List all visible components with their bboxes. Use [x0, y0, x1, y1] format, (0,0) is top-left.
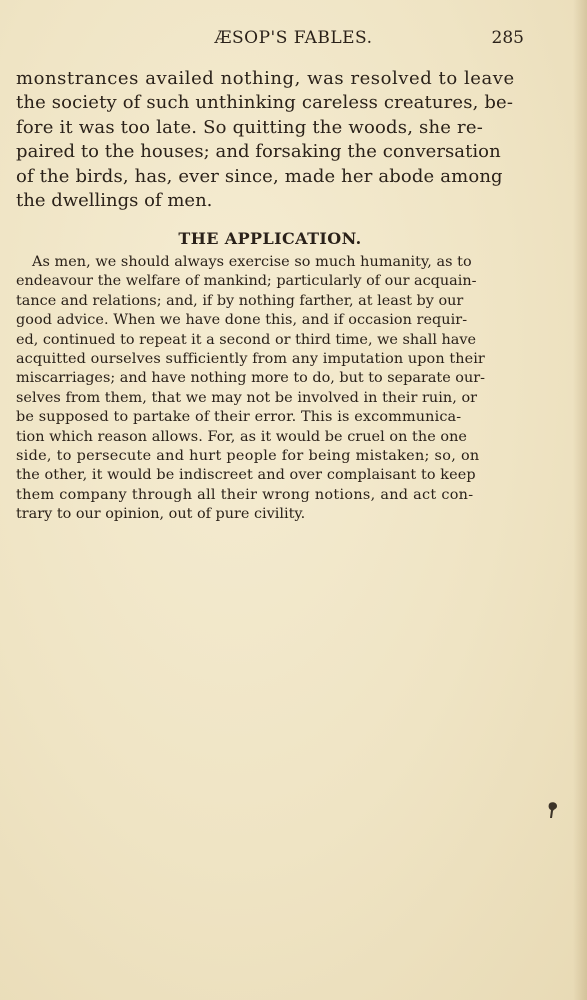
text-line: the other, it would be indiscreet and over complaisant to keep	[16, 467, 476, 484]
text-line: ed, continued to repeat it a second or third time, we shall have	[16, 331, 477, 348]
text-line: good advice. When we have done this, and if occasion requir-	[16, 312, 468, 329]
ink-blot	[546, 800, 560, 820]
application-paragraph	[16, 253, 523, 525]
text-line: monstrances availed nothing, was resolved to leave	[16, 68, 515, 89]
text-line: selves from them, that we may not be involved in their ruin, or	[16, 389, 478, 406]
text-line: As men, we should always exercise so much humanity, as to	[32, 254, 472, 270]
text-line: miscarriages; and have nothing more to do, but to separate our-	[16, 370, 485, 387]
text-line: tance and relations; and, if by nothing farther, at least by our	[16, 292, 464, 309]
section-heading: THE APPLICATION.	[178, 229, 362, 248]
text-line: side, to persecute and hurt people for being mistaken; so, on	[16, 448, 480, 465]
running-title: ÆSOP'S FABLES.	[214, 28, 373, 48]
text-line: the dwellings of men.	[16, 190, 213, 212]
text-line: them company through all their wrong notions, and act con-	[16, 486, 474, 503]
text-line: tion which reason allows. For, as it would be cruel on the one	[16, 428, 467, 445]
text-line: trary to our opinion, out of pure civility.	[16, 506, 306, 523]
text-line: acquitted ourselves sufficiently from any imputation upon their	[16, 351, 485, 368]
page-edge-shadow	[573, 0, 587, 1000]
text-line: endeavour the welfare of mankind; particularly of our acquain-	[16, 273, 477, 290]
text-line: fore it was too late. So quitting the woods, she re-	[16, 116, 483, 138]
text-line: be supposed to partake of their error. This is excommunica-	[16, 409, 462, 426]
text-line: of the birds, has, ever since, made her abode among	[16, 165, 503, 187]
fable-paragraph	[16, 67, 522, 213]
page-number: 285	[491, 28, 524, 48]
text-line: paired to the houses; and forsaking the conversation	[16, 141, 501, 163]
text-line: the society of such unthinking careless creatures, be-	[16, 92, 514, 114]
